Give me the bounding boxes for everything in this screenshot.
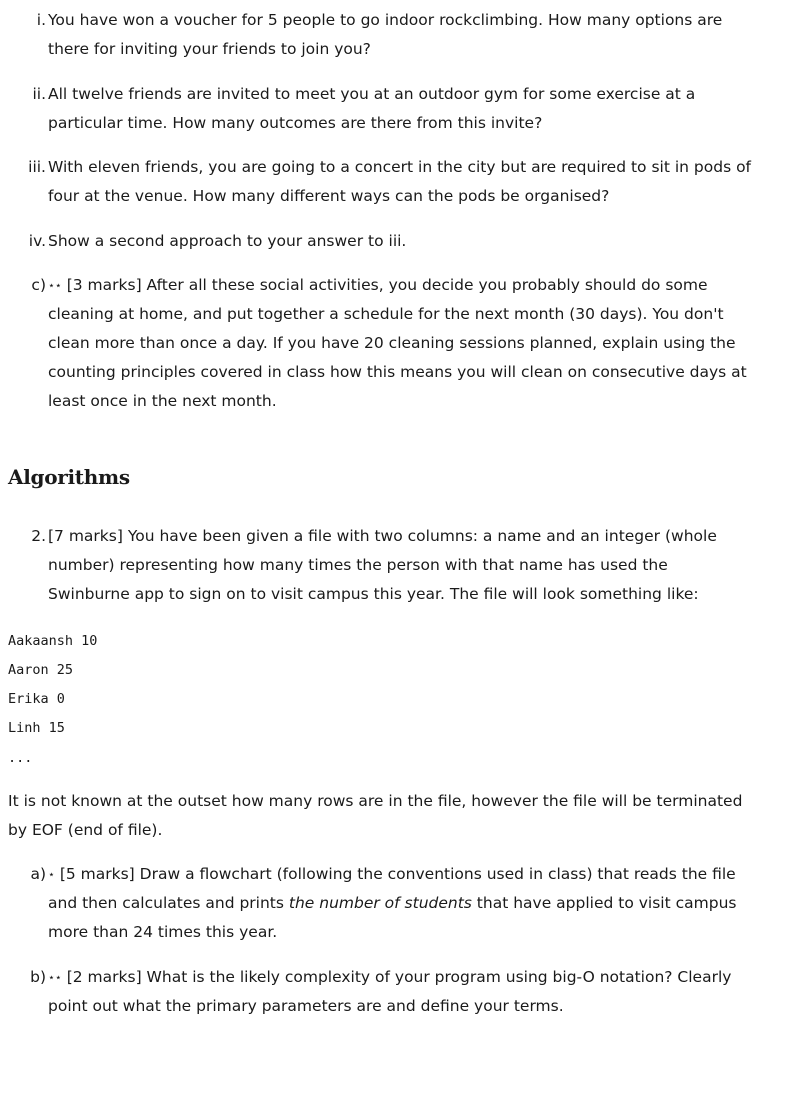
question-text: Show a second approach to your answer to iii. [48,232,407,250]
question-iii [24,153,752,211]
file-row-ellipsis: ... [8,750,33,766]
question-a [24,860,752,947]
question-label: iv. [28,232,46,250]
question-text [48,860,752,947]
question-label: b) [30,968,46,986]
question-label: ii. [32,85,46,103]
question-2 [24,522,752,609]
eof-paragraph: It is not known at the outset how many rows are in the file, however the file will be terminated by EOF (end of file). [8,792,743,839]
question-text [48,963,752,1021]
file-row: Linh 15 [8,720,65,736]
question-body: [3 marks] After all these social activities, you decide you probably should do some cleaning at home, and put together a schedule for the next month (30 days). You don't clean more than once a day. If you have 20 cleaning sessions planned, explain using the counting principles covered in class how this means you will clean on consecutive days at least once in the next month. [48,276,747,410]
question-b [24,963,752,1021]
question-label: 2. [31,527,46,545]
file-row: Erika 0 [8,691,65,707]
difficulty-stars: ⋆ [48,868,55,881]
question-c [24,271,752,416]
question-label: c) [31,276,46,294]
question-ii [24,80,752,138]
question-text [48,271,752,416]
question-text: [7 marks] You have been given a file with two columns: a name and an integer (whole number) representing how many times the person with that name has used the Swinburne app to sign on to visit campus this year. The file will look something like: [48,527,717,603]
question-body: [2 marks] What is the likely complexity of your program using big-O notation? Clearly point out what the primary parameters are and define your terms. [48,968,732,1015]
file-row: Aaron 25 [8,662,74,678]
question-label: a) [30,865,46,883]
question-text: All twelve friends are invited to meet you at an outdoor gym for some exercise at a particular time. How many outcomes are there from this invite? [48,85,696,132]
question-iv [24,227,752,256]
question-text: With eleven friends, you are going to a concert in the city but are required to sit in pods of four at the venue. How many different ways can the pods be organised? [48,158,752,205]
question-text: You have won a voucher for 5 people to go indoor rockclimbing. How many options are there for inviting your friends to join you? [48,11,723,58]
question-label: i. [36,11,46,29]
question-i [24,6,752,64]
file-row: Aakaansh 10 [8,633,98,649]
question-body-end: that have applied to visit campus more than 24 times this year. [48,894,737,941]
difficulty-stars: ⋆⋆ [48,971,62,984]
question-label: iii. [28,158,46,176]
section-title: Algorithms [8,465,130,489]
difficulty-stars: ⋆⋆ [48,279,62,292]
question-emphasis: the number of students [288,894,472,912]
question-body-start: [5 marks] Draw a flowchart (following the conventions used in class) that reads the file and then calculates and prints [48,865,736,912]
